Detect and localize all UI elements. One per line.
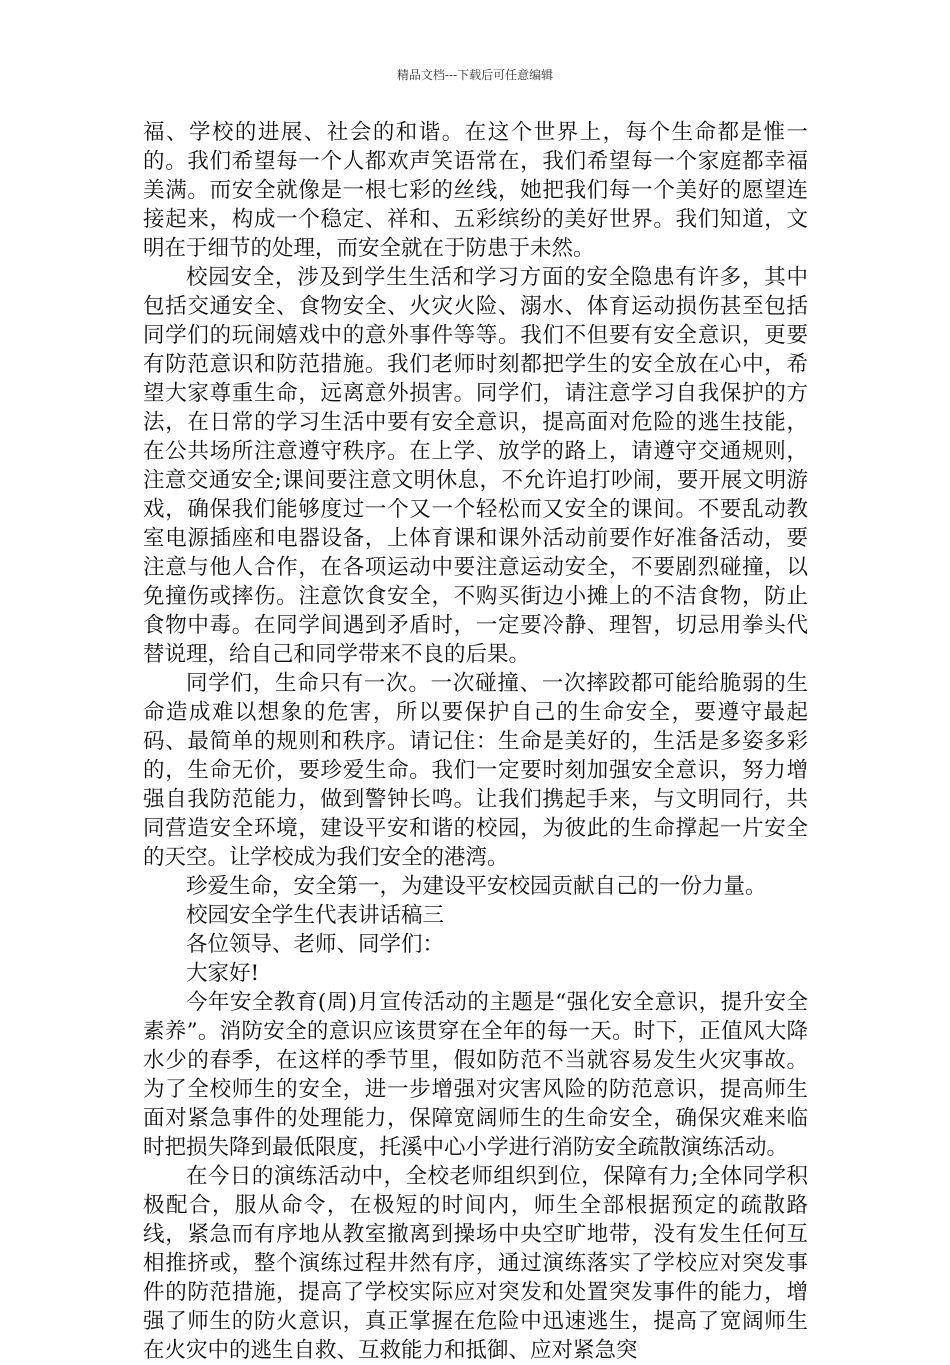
greeting: 大家好! — [186, 961, 260, 986]
page-header: 精品文档---下载后可任意编辑 — [396, 68, 554, 82]
section-title: 校园安全学生代表讲话稿三 — [186, 903, 445, 928]
document-body — [143, 118, 808, 1365]
paragraph-continuation: 福、学校的进展、社会的和谐。在这个世界上，每个生命都是惟一的。我们希望每一个人都欢声笑语常在，我们希望每一个家庭都幸福美满。而安全就像是一根七彩的丝线，她把我们每一个美好的愿望连接起来，构成一个稳定、祥和、五彩缤纷的美好世界。我们知道，文明在于细节的处理，而安全就在于防患于未然。 — [143, 120, 808, 261]
paragraph-cherish-life: 珍爱生命，安全第一，为建设平安校园贡献自己的一份力量。 — [186, 874, 767, 899]
paragraph-campus-safety: 校园安全，涉及到学生生活和学习方面的安全隐患有许多，其中包括交通安全、食物安全、火灾火险、溺水、体育运动损伤甚至包括同学们的玩闹嬉戏中的意外事件等等。我们不但要有安全意识，更要有防范意识和防范措施。我们老师时刻都把学生的安全放在心中，希望大家尊重生命，远离意外损害。同学们，请注意学习自我保护的方法，在日常的学习生活中要有安全意识，提高面对危险的逃生技能，在公共场所注意遵守秩序。在上学、放学的路上，请遵守交通规则，注意交通安全;课间要注意文明休息，不允许追打吵闹，要开展文明游戏，确保我们能够度过一个又一个轻松而又安全的课间。不要乱动教室电源插座和电器设备，上体育课和课外活动前要作好准备活动，要注意与他人合作，在各项运动中要注意运动安全，不要剧烈碰撞，以免撞伤或摔伤。注意饮食安全，不购买街边小摊上的不洁食物，防止食物中毒。在同学间遇到矛盾时，一定要冷静、理智，切忌用拳头代替说理，给自己和同学带来不良的后果。 — [143, 265, 808, 667]
paragraph-drill: 在今日的演练活动中，全校老师组织到位，保障有力;全体同学积极配合，服从命令，在极短的时间内，师生全部根据预定的疏散路线，紧急而有序地从教室撤离到操场中央空旷地带，没有发生任何互相推挤或，整个演练过程井然有序，通过演练落实了学校应对突发事件的防范措施，提高了学校实际应对突发和处置突发事件的能力，增强了师生的防火意识，真正掌握在危险中迅速逃生，提高了宽阔师生在火灾中的逃生自救、互救能力和抵御、应对紧急突 — [143, 1164, 808, 1363]
salutation: 各位领导、老师、同学们： — [186, 932, 445, 957]
paragraph-life-once: 同学们，生命只有一次。一次碰撞、一次摔跤都可能给脆弱的生命造成难以想象的危害，所以要保护自己的生命安全，要遵守最起码、最简单的规则和秩序。请记住：生命是美好的，生活是多姿多彩的，生命无价，要珍爱生命。我们一定要时刻加强安全意识，努力增强自我防范能力，做到警钟长鸣。让我们携起手来，与文明同行，共同营造安全环境，建设平安和谐的校园，为彼此的生命撑起一片安全的天空。让学校成为我们安全的港湾。 — [143, 671, 808, 870]
paragraph-safety-week: 今年安全教育(周)月宣传活动的主题是“强化安全意识，提升安全素养”。消防安全的意识应该贯穿在全年的每一天。时下，正值风大降水少的春季，在这样的季节里，假如防范不当就容易发生火灾事故。为了全校师生的安全，进一步增强对灾害风险的防范意识，提高师生面对紧急事件的处理能力，保障宽阔师生的生命安全，确保灾难来临时把损失降到最低限度，托溪中心小学进行消防安全疏散演练活动。 — [143, 990, 808, 1160]
